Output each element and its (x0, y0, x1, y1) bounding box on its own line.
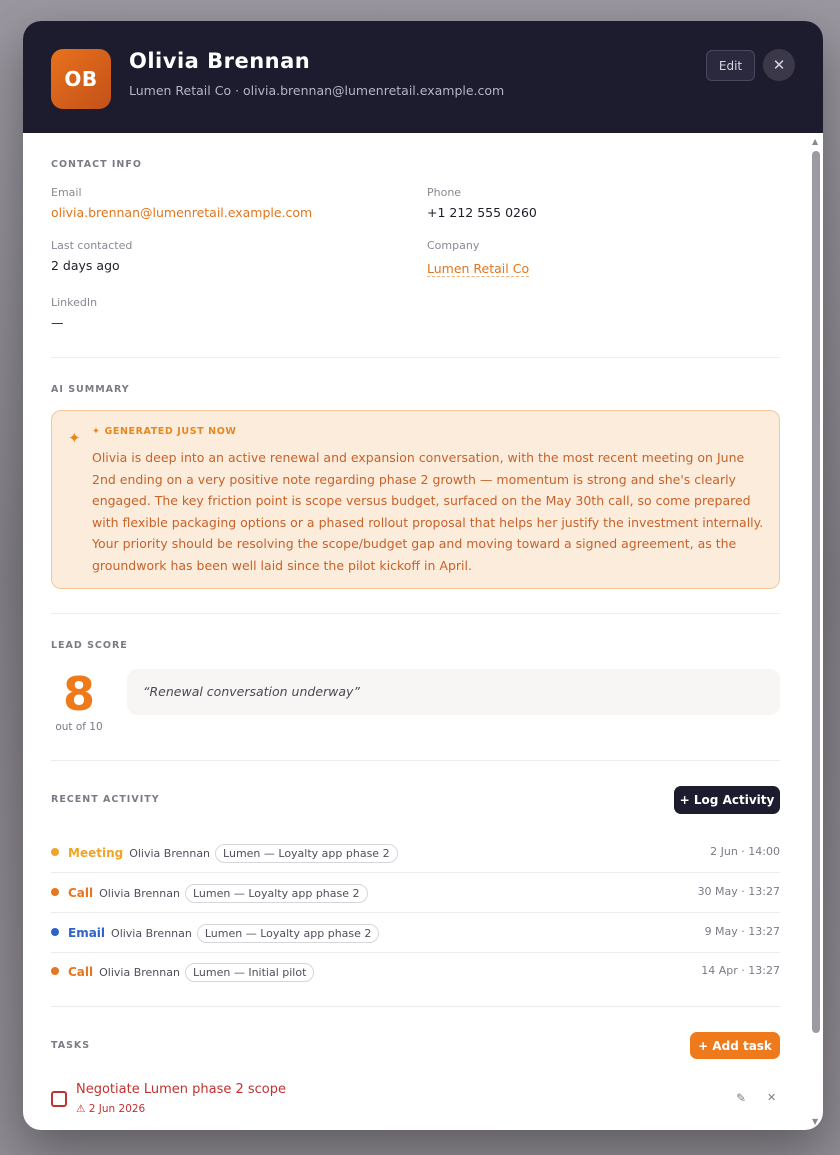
email-label: Email (51, 186, 82, 199)
activity-row[interactable] (51, 913, 780, 953)
contact-info-title: CONTACT INFO (51, 159, 142, 170)
activity-dot (51, 967, 59, 975)
divider (51, 613, 780, 614)
activity-time: 9 May · 13:27 (704, 925, 780, 938)
add-task-button[interactable]: + Add task (690, 1032, 780, 1059)
modal-header (23, 21, 823, 133)
lead-score-value: 8 (62, 667, 95, 721)
scroll-up-icon[interactable]: ▲ (812, 137, 819, 146)
scroll-down-icon[interactable]: ▼ (812, 1117, 819, 1126)
divider (51, 760, 780, 761)
divider (51, 1006, 780, 1007)
activity-row[interactable] (51, 833, 780, 873)
close-icon: ✕ (767, 1091, 777, 1104)
activity-line (68, 844, 398, 863)
company-link[interactable]: Lumen Retail Co (427, 261, 530, 276)
ai-summary-box (51, 410, 780, 589)
activity-line (68, 924, 379, 943)
lead-score-quote: “Renewal conversation underway” (127, 669, 780, 715)
ai-summary-text: Olivia is deep into an active renewal and expansion conversation, with the most recent meeting on June 2nd ending on a very positive note regarding phase 2 growth — momentum is strong and she's clearly engaged. The key friction point is scope versus budget, surfaced on the May 30th call, so come prepared with flexible packaging options or a phased rollout proposal that helps her justify the investment internally. Your priority should be resolving the scope/budget gap and moving toward a signed agreement, as the groundwork has been well laid since the pilot kickoff in April. (92, 450, 764, 573)
activity-dot (51, 928, 59, 936)
activity-tag[interactable]: Lumen — Initial pilot (185, 963, 314, 982)
edit-task-button[interactable] (736, 1091, 746, 1105)
ai-generated-label: ✦ GENERATED JUST NOW (92, 426, 237, 437)
close-icon: ✕ (772, 56, 786, 74)
phone-label: Phone (427, 186, 462, 199)
lead-score-title: LEAD SCORE (51, 640, 128, 651)
lead-score-max: out of 10 (55, 721, 103, 733)
activity-time: 2 Jun · 14:00 (710, 845, 780, 858)
last-contacted-label: Last contacted (51, 239, 133, 252)
activity-person: Olivia Brennan (129, 847, 211, 860)
pencil-icon: ✎ (736, 1091, 747, 1105)
edit-button[interactable]: Edit (706, 50, 755, 81)
activity-row[interactable] (51, 873, 780, 913)
activity-tag[interactable]: Lumen — Loyalty app phase 2 (197, 924, 380, 943)
delete-task-button[interactable] (767, 1091, 776, 1104)
close-button[interactable] (763, 49, 795, 81)
contact-name: Olivia Brennan (129, 49, 311, 73)
activity-line (68, 884, 368, 903)
activity-person: Olivia Brennan (99, 887, 180, 900)
contact-modal (23, 21, 823, 1130)
divider (51, 357, 780, 358)
activity-time: 30 May · 13:27 (697, 885, 780, 898)
activity-person: Olivia Brennan (99, 966, 180, 979)
last-contacted-value: 2 days ago (51, 258, 120, 273)
scrollbar[interactable] (810, 133, 823, 1130)
company-label: Company (427, 239, 480, 252)
task-checkbox[interactable] (51, 1091, 67, 1107)
tasks-title: TASKS (51, 1040, 91, 1051)
contact-subtitle: Lumen Retail Co · olivia.brennan@lumenretail.example.com (129, 83, 505, 98)
activity-row[interactable] (51, 952, 780, 992)
avatar: OB (51, 49, 111, 109)
task-title[interactable]: Negotiate Lumen phase 2 scope (76, 1082, 287, 1097)
activity-line (68, 963, 314, 982)
email-link[interactable]: olivia.brennan@lumenretail.example.com (51, 205, 313, 220)
activity-tag[interactable]: Lumen — Loyalty app phase 2 (215, 844, 398, 863)
log-activity-button[interactable]: + Log Activity (674, 786, 780, 814)
linkedin-value: — (51, 315, 64, 330)
activity-tag[interactable]: Lumen — Loyalty app phase 2 (185, 884, 368, 903)
activity-time: 14 Apr · 13:27 (701, 964, 780, 977)
activity-type: Email (68, 926, 106, 940)
activity-type: Call (68, 886, 94, 900)
phone-value: +1 212 555 0260 (427, 205, 537, 220)
task-due-date: ⚠ 2 Jun 2026 (76, 1103, 146, 1115)
activity-person: Olivia Brennan (111, 927, 192, 940)
activity-dot (51, 848, 59, 856)
linkedin-label: LinkedIn (51, 296, 98, 309)
activity-type: Call (68, 965, 94, 979)
activity-type: Meeting (68, 846, 124, 860)
activity-dot (51, 888, 59, 896)
recent-activity-title: RECENT ACTIVITY (51, 794, 160, 805)
sparkle-icon: ✦ (68, 429, 81, 447)
scrollbar-thumb[interactable] (812, 151, 820, 1033)
ai-summary-title: AI SUMMARY (51, 384, 130, 395)
